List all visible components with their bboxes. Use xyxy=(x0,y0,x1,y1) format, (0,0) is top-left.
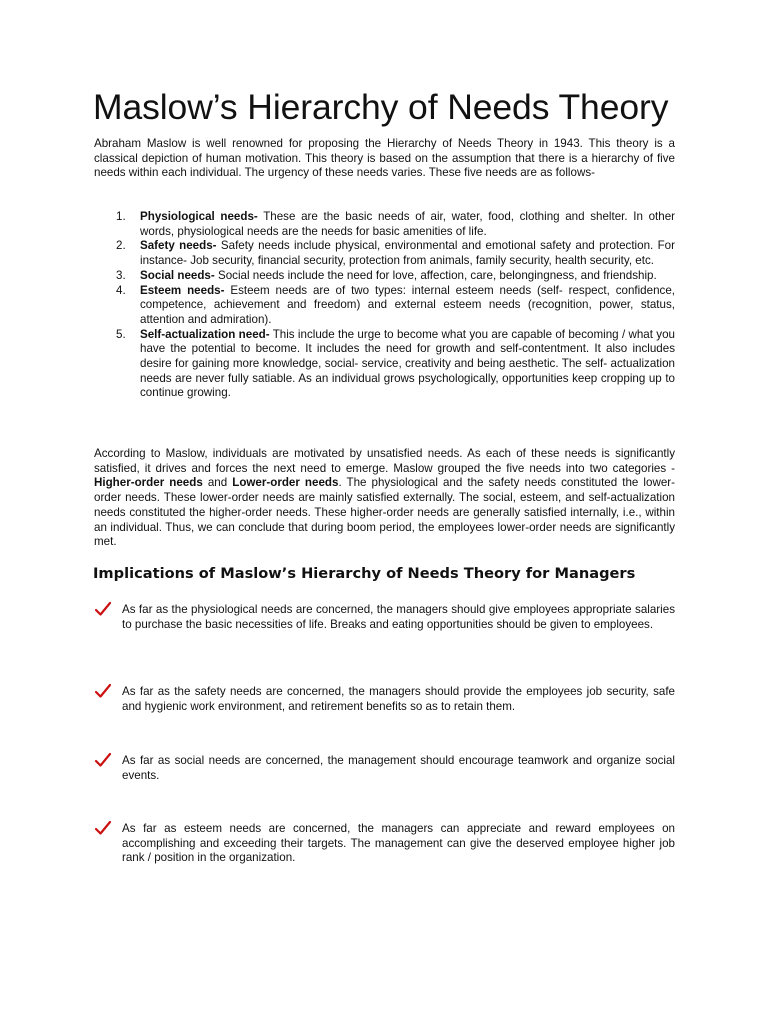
list-number: 3. xyxy=(116,268,126,282)
list-item xyxy=(94,284,675,328)
need-description: Safety needs include physical, environmental and emotional safety and protection. For instance- Job security, financial security, protection from animals, family security, health security, etc. xyxy=(140,239,675,268)
need-term: Safety needs- xyxy=(140,239,217,253)
implication-text: As far as the physiological needs are concerned, the managers should give employees appropriate salaries to purchase the basic necessities of life. Breaks and eating opportunities should be given to employees. xyxy=(122,603,675,631)
higher-order-term: Higher-order needs xyxy=(94,476,203,490)
checkmark-icon xyxy=(94,600,112,618)
implication-text: As far as the safety needs are concerned, the managers should provide the employees job security, safe and hygienic work environment, and retirement benefits so as to retain them. xyxy=(122,685,675,713)
list-item xyxy=(94,210,675,239)
checkmark-icon xyxy=(94,682,112,700)
lower-order-term: Lower-order needs xyxy=(232,476,339,490)
list-number: 5. xyxy=(116,327,126,341)
need-description: Social needs include the need for love, affection, care, belongingness, and friendship. xyxy=(214,268,657,282)
list-number: 4. xyxy=(116,283,126,297)
implication-item xyxy=(94,754,675,783)
motivation-paragraph xyxy=(94,447,675,550)
implication-text: As far as social needs are concerned, the management should encourage teamwork and organize social events. xyxy=(122,754,675,782)
list-item xyxy=(94,269,675,284)
implication-item xyxy=(94,603,675,632)
need-description: Esteem needs are of two types: internal esteem needs (self- respect, confidence, competence, achievement and freedom) and external esteem needs (recognition, power, status, attention and admiration). xyxy=(140,283,675,326)
need-term: Esteem needs- xyxy=(140,283,225,297)
need-term: Physiological needs- xyxy=(140,210,258,223)
implication-item xyxy=(94,685,675,714)
list-number: 2. xyxy=(116,239,126,253)
implication-item xyxy=(94,822,675,866)
paragraph-text: According to Maslow, individuals are motivated by unsatisfied needs. As each of these needs is significantly satisfied, it drives and forces the next need to emerge. Maslow grouped the five needs into two categories - xyxy=(94,447,675,475)
list-item xyxy=(94,328,675,402)
need-description: This include the urge to become what you are capable of becoming / what you have the potential to become. It includes the need for growth and self-contentment. It also includes desire for gaining more knowledge, social- service, creativity and being aesthetic. The self- actualization needs are never fully satiable. As an individual grows psychologically, opportunities keep cropping up to continue growing. xyxy=(140,327,675,400)
need-term: Self-actualization need- xyxy=(140,327,270,341)
page-title: Maslow’s Hierarchy of Needs Theory xyxy=(93,87,669,127)
checkmark-icon xyxy=(94,819,112,837)
checkmark-icon xyxy=(94,751,112,769)
list-number: 1. xyxy=(116,210,126,223)
need-description: These are the basic needs of air, water, food, clothing and shelter. In other words, physiological needs are the needs for basic amenities of life. xyxy=(140,210,675,238)
list-item xyxy=(94,239,675,268)
implication-text: As far as esteem needs are concerned, the managers can appreciate and reward employees on accomplishing and exceeding their targets. The management can give the deserved employee higher job rank / position in the organization. xyxy=(122,822,675,865)
paragraph-text: and xyxy=(202,476,233,490)
section-heading: Implications of Maslow’s Hierarchy of Needs Theory for Managers xyxy=(93,565,636,582)
paragraph-text: . The physiological and the safety needs constituted the lower-order needs. These lower-order needs are mainly satisfied externally. The social, esteem, and self-actualization needs constituted the higher-order needs. These higher-order needs are generally satisfied internally, i.e., within an individual. Thus, we can conclude that during boom period, the employees lower-order needs are significantly met. xyxy=(94,476,675,549)
need-term: Social needs- xyxy=(140,268,215,282)
needs-list xyxy=(94,210,675,401)
intro-paragraph: Abraham Maslow is well renowned for proposing the Hierarchy of Needs Theory in 1943. This theory is a classical depiction of human motivation. This theory is based on the assumption that there is a hierarchy of five needs within each individual. The urgency of these needs varies. These five needs are as follows- xyxy=(94,137,675,180)
